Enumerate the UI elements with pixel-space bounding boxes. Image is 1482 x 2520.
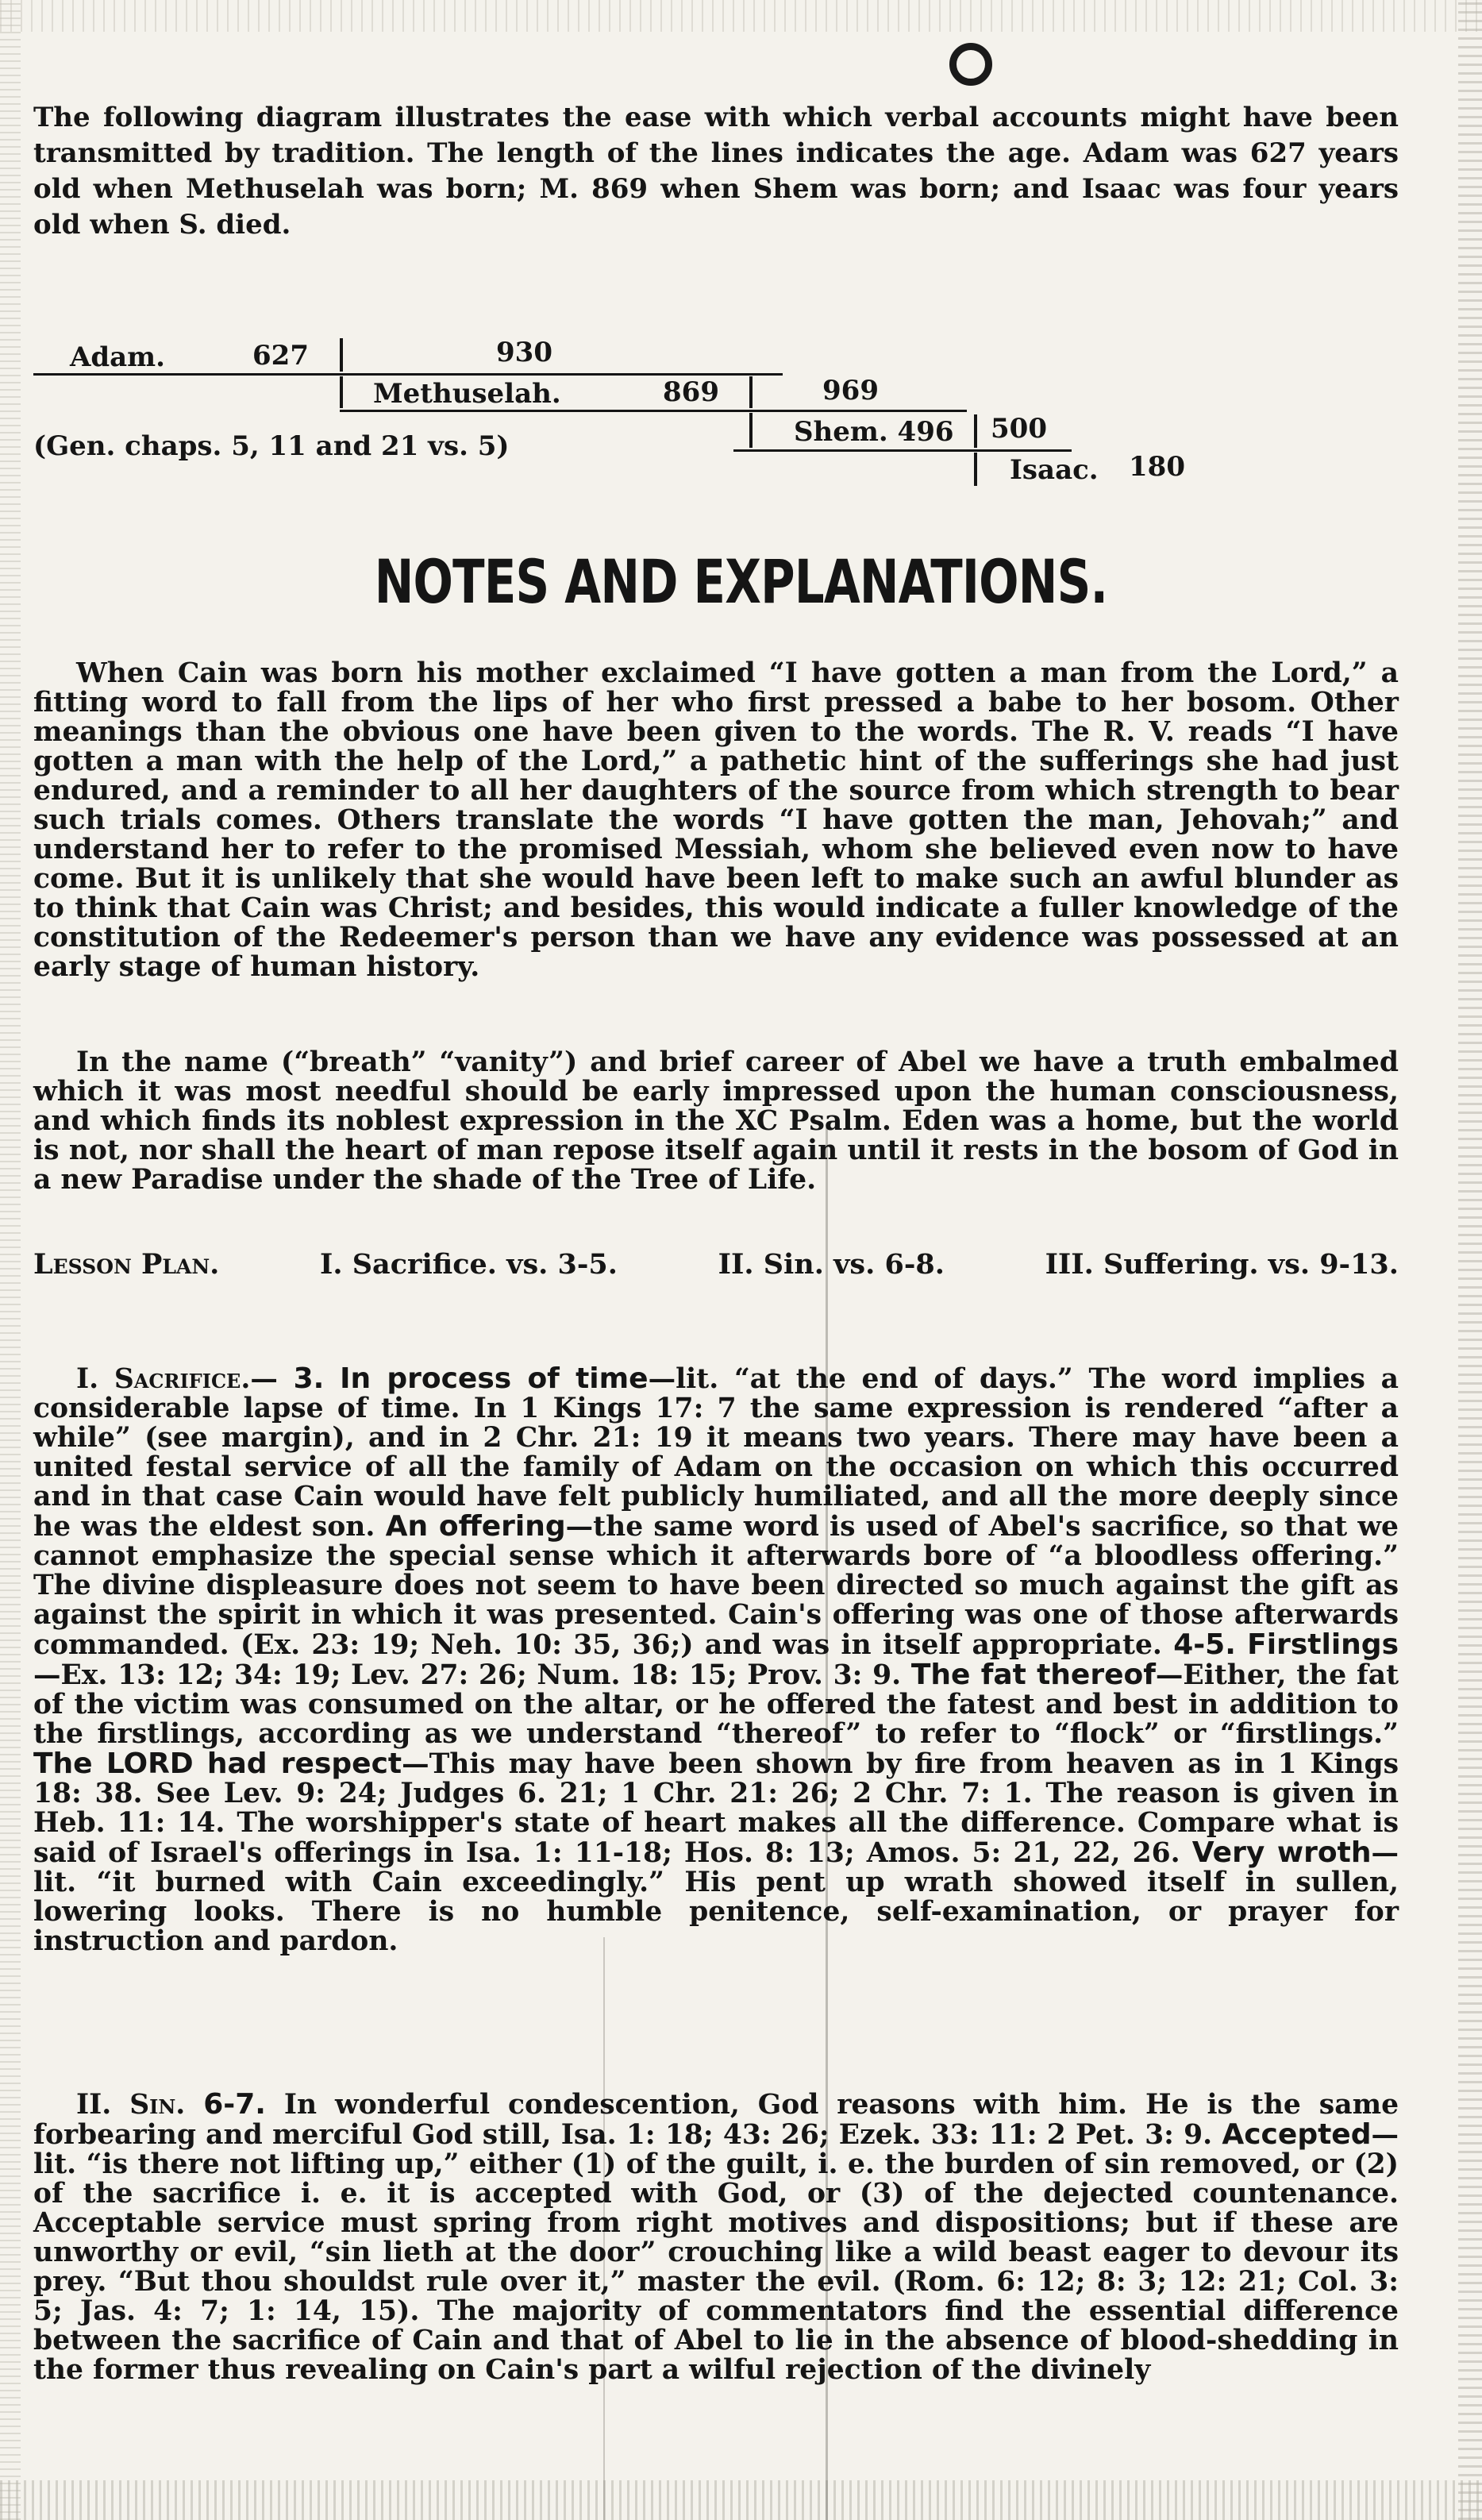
page-heading: NOTES AND EXPLANATIONS. <box>374 546 1108 617</box>
keyword-fat: The fat thereof <box>910 1659 1156 1691</box>
adam-930: 930 <box>496 337 552 368</box>
adam-label: Adam. <box>70 341 165 373</box>
tick-adam-627 <box>340 338 343 372</box>
keyword-process: In process of time <box>340 1362 649 1395</box>
section-label: II. Sin. <box>76 2089 186 2121</box>
tick-shem-start <box>749 413 753 448</box>
paragraph-abel <box>33 1048 1399 1195</box>
section-sacrifice <box>33 1364 1399 1956</box>
section-text: —Ex. 13: 12; 34: 19; Lev. 27: 26; Num. 18: 15; Prov. 3: 9. <box>33 1659 902 1691</box>
shem-label: Shem. 496 <box>794 416 954 448</box>
tick-meth-start <box>340 376 343 408</box>
keyword-offering: An offering <box>385 1510 566 1543</box>
section-text: —lit. “at the end of days.” The word implies a considerable lapse of time. In 1 Kings 17: 7 the same expression is rendered “after a while” (see margin), and in 2 Chr. 21: 19 it means two years. There may have been a united festal service of all the family of Adam on the occasion on which this occurred and in that case Cain would have felt publicly humiliated, and all the more deeply since he was the eldest son. <box>33 1363 1399 1543</box>
keyword-wroth: Very wroth <box>1191 1836 1372 1869</box>
section-sacrifice-text: I. Sacrifice.— 3. In process of time—lit. “at the end of days.” The word implies a considerable lapse of time. In 1 Kings 17: 7 the same expression is rendered “after a while” (see margin), and in 2 Chr. 21: 19 it means two years. There may have been a united festal service of all the family of Adam on the occasion on which this occurred and in that case Cain would have felt publicly humiliated, and all the more deeply since he was the eldest son. An offering—the same word is used of Abel's sacrifice, so that we cannot emphasize the special sense which it afterwards bore of “a bloodless offering.” The divine displeasure does not seem to have been directed so much against the gift as against the spirit in which it was presented. Cain's offering was one of those afterwards commanded. (Ex. 23: 19; Neh. 10: 35, 36;) and was in itself appropriate. 4-5. Firstlings—Ex. 13: 12; 34: 19; Lev. 27: 26; Num. 18: 15; Prov. 3: 9. The fat thereof—Either, the fat of the victim was consumed on the altar, or he offered the fatest and best in addition to the firstlings, according as we understand “thereof” to refer to “flock” or “firstlings.” The LORD had respect—This may have been shown by fire from heaven as in 1 Kings 18: 38. See Lev. 9: 24; Judges 6. 21; 1 Chr. 21: 26; 2 Chr. 7: 1. The reason is given in Heb. 11: 14. The worshipper's state of heart makes all the difference. Compare what is said of Israel's offerings in Isa. 1: 11-18; Hos. 8: 13; Amos. 5: 21, 22, 26. Very wroth—lit. “it burned with Cain exceedingly.” His pent up wrath showed itself in sullen, lowering looks. There is no humble penitence, self-examination, or prayer for instruction and pardon. <box>33 1362 1399 1957</box>
meth-869: 869 <box>663 376 719 408</box>
isaac-180: 180 <box>1129 451 1185 483</box>
paragraph-text: In the name (“breath” “vanity”) and brief career of Abel we have a truth embalmed which it was most needful should be early impressed upon the human consciousness, and which finds its noblest expression in the XC Psalm. Eden was a home, but the world is not, nor shall the heart of man repose itself again until it rests in the bosom of God in a new Paradise under the shade of the Tree of Life. <box>33 1046 1399 1196</box>
binding-hole <box>949 43 992 86</box>
meth-969: 969 <box>822 375 879 407</box>
genesis-reference: (Gen. chaps. 5, 11 and 21 vs. 5) <box>33 430 510 462</box>
scan-noise-top <box>0 0 1482 32</box>
shem-life-line <box>733 449 1072 452</box>
intro-paragraph: The following diagram illustrates the ease with which verbal accounts might have been transmitted by tradition. The length of the lines indicates the age. Adam was 627 years old when Methuselah was born; M. 869 when Shem was born; and Isaac was four years old when S. died. <box>33 102 1399 241</box>
adam-627: 627 <box>252 340 309 372</box>
lesson-plan-label: Lesson Plan. <box>33 1248 220 1281</box>
tick-meth-869 <box>749 376 753 408</box>
verse-number: 3. <box>293 1362 325 1395</box>
section-text: —the same word is used of Abel's sacrifice, so that we cannot emphasize the special sense which it afterwards bore of “a bloodless offering.” The divine displeasure does not seem to have been directed so much against the gift as against the spirit in which it was presented. Cain's offering was one of those afterwards commanded. (Ex. 23: 19; Neh. 10: 35, 36;) and was in itself appropriate. <box>33 1511 1399 1661</box>
section-label: I. Sacrifice. <box>76 1363 251 1395</box>
paragraph-cain-birth <box>33 659 1399 982</box>
shem-500: 500 <box>991 413 1047 445</box>
section-text: —Either, the fat of the victim was consumed on the altar, or he offered the fatest and best in addition to the firstlings, according as we understand “thereof” to refer to “flock” or “firstlings.” <box>33 1659 1399 1750</box>
section-sin-text <box>33 2090 1399 2385</box>
section-sin <box>33 2090 1399 2385</box>
section-text: The majority of commentators find the essential difference between the sacrifice of Cain and that of Abel to lie in the absence of blood-shedding in the former thus revealing on Cain's part a wilful rejection of the divinely <box>33 2295 1399 2386</box>
lesson-plan-part-2: II. Sin. vs. 6-8. <box>718 1248 945 1281</box>
section-text: In wonderful condescention, God reasons with him. He is the same forbearing and merciful God still, Isa. 1: 18; 43: 26; Ezek. 33: 11: 2 Pet. 3: 9. <box>33 2089 1399 2151</box>
isaac-label: Isaac. <box>1010 454 1099 486</box>
verse-number: 4-5. <box>1173 1628 1236 1661</box>
lesson-plan <box>33 1248 1399 1281</box>
genealogy-diagram <box>0 318 1482 508</box>
verse-number: 6-7. <box>203 2088 266 2121</box>
methuselah-life-line <box>340 410 967 412</box>
section-text: —lit. “it burned with Cain exceedingly.” His pent up wrath showed itself in sullen, lowering looks. There is no humble penitence, self-examination, or prayer for instruction and pardon. <box>33 1837 1399 1957</box>
adam-life-line <box>33 373 783 376</box>
tick-shem-496 <box>974 414 977 448</box>
section-text: —This may have been shown by fire from heaven as in 1 Kings 18: 38. See Lev. 9: 24; Judges 6. 21; 1 Chr. 21: 26; 2 Chr. 7: 1. The reason is given in Heb. 11: 14. The worshipper's state of heart makes all the difference. Compare what is said of Israel's offerings in Isa. 1: 11-18; Hos. 8: 13; Amos. 5: 21, 22, 26. <box>33 1748 1399 1869</box>
section-text: —lit. “is there not lifting up,” either (1) of the guilt, i. e. the burden of sin removed, or (2) of the sacrifice i. e. it is accepted with God, or (3) of the dejected countenance. Acceptable service must spring from right motives and dispositions; but if these are unworthy or evil, “sin lieth at the door” crouching like a wild beast eager to devour its prey. “But thou shouldst rule over it,” master the evil. (Rom. 6: 12; 8: 3; 12: 21; Col. 3: 5; Jas. 4: 7; 1: 14, 15). <box>33 2119 1399 2327</box>
keyword-firstlings: Firstlings <box>1247 1628 1399 1661</box>
keyword-accepted: Accepted <box>1222 2118 1372 2151</box>
tick-isaac-start <box>974 453 977 486</box>
methuselah-label: Methuselah. <box>373 378 561 410</box>
lesson-plan-part-3: III. Suffering. vs. 9-13. <box>1045 1248 1399 1281</box>
lesson-plan-part-1: I. Sacrifice. vs. 3-5. <box>320 1248 618 1281</box>
keyword-respect: The LORD had respect <box>33 1747 402 1780</box>
scan-noise-bottom <box>0 2480 1482 2520</box>
paragraph-text: When Cain was born his mother exclaimed “I have gotten a man from the Lord,” a fitting word to fall from the lips of her who first pressed a babe to her bosom. Other meanings than the obvious one have been given to the words. The R. V. reads “I have gotten a man with the help of the Lord,” a pathetic hint of the sufferings she had just endured, and a reminder to all her daughters of the source from which strength to bear such trials comes. Others translate the words “I have gotten the man, Jehovah;” and understand her to refer to the promised Messiah, whom she believed even now to have come. But it is unlikely that she would have been left to make such an awful blunder as to think that Cain was Christ; and besides, this would indicate a fuller knowledge of the constitution of the Redeemer's person than we have any evidence was possessed at an early stage of human history. <box>33 657 1399 983</box>
